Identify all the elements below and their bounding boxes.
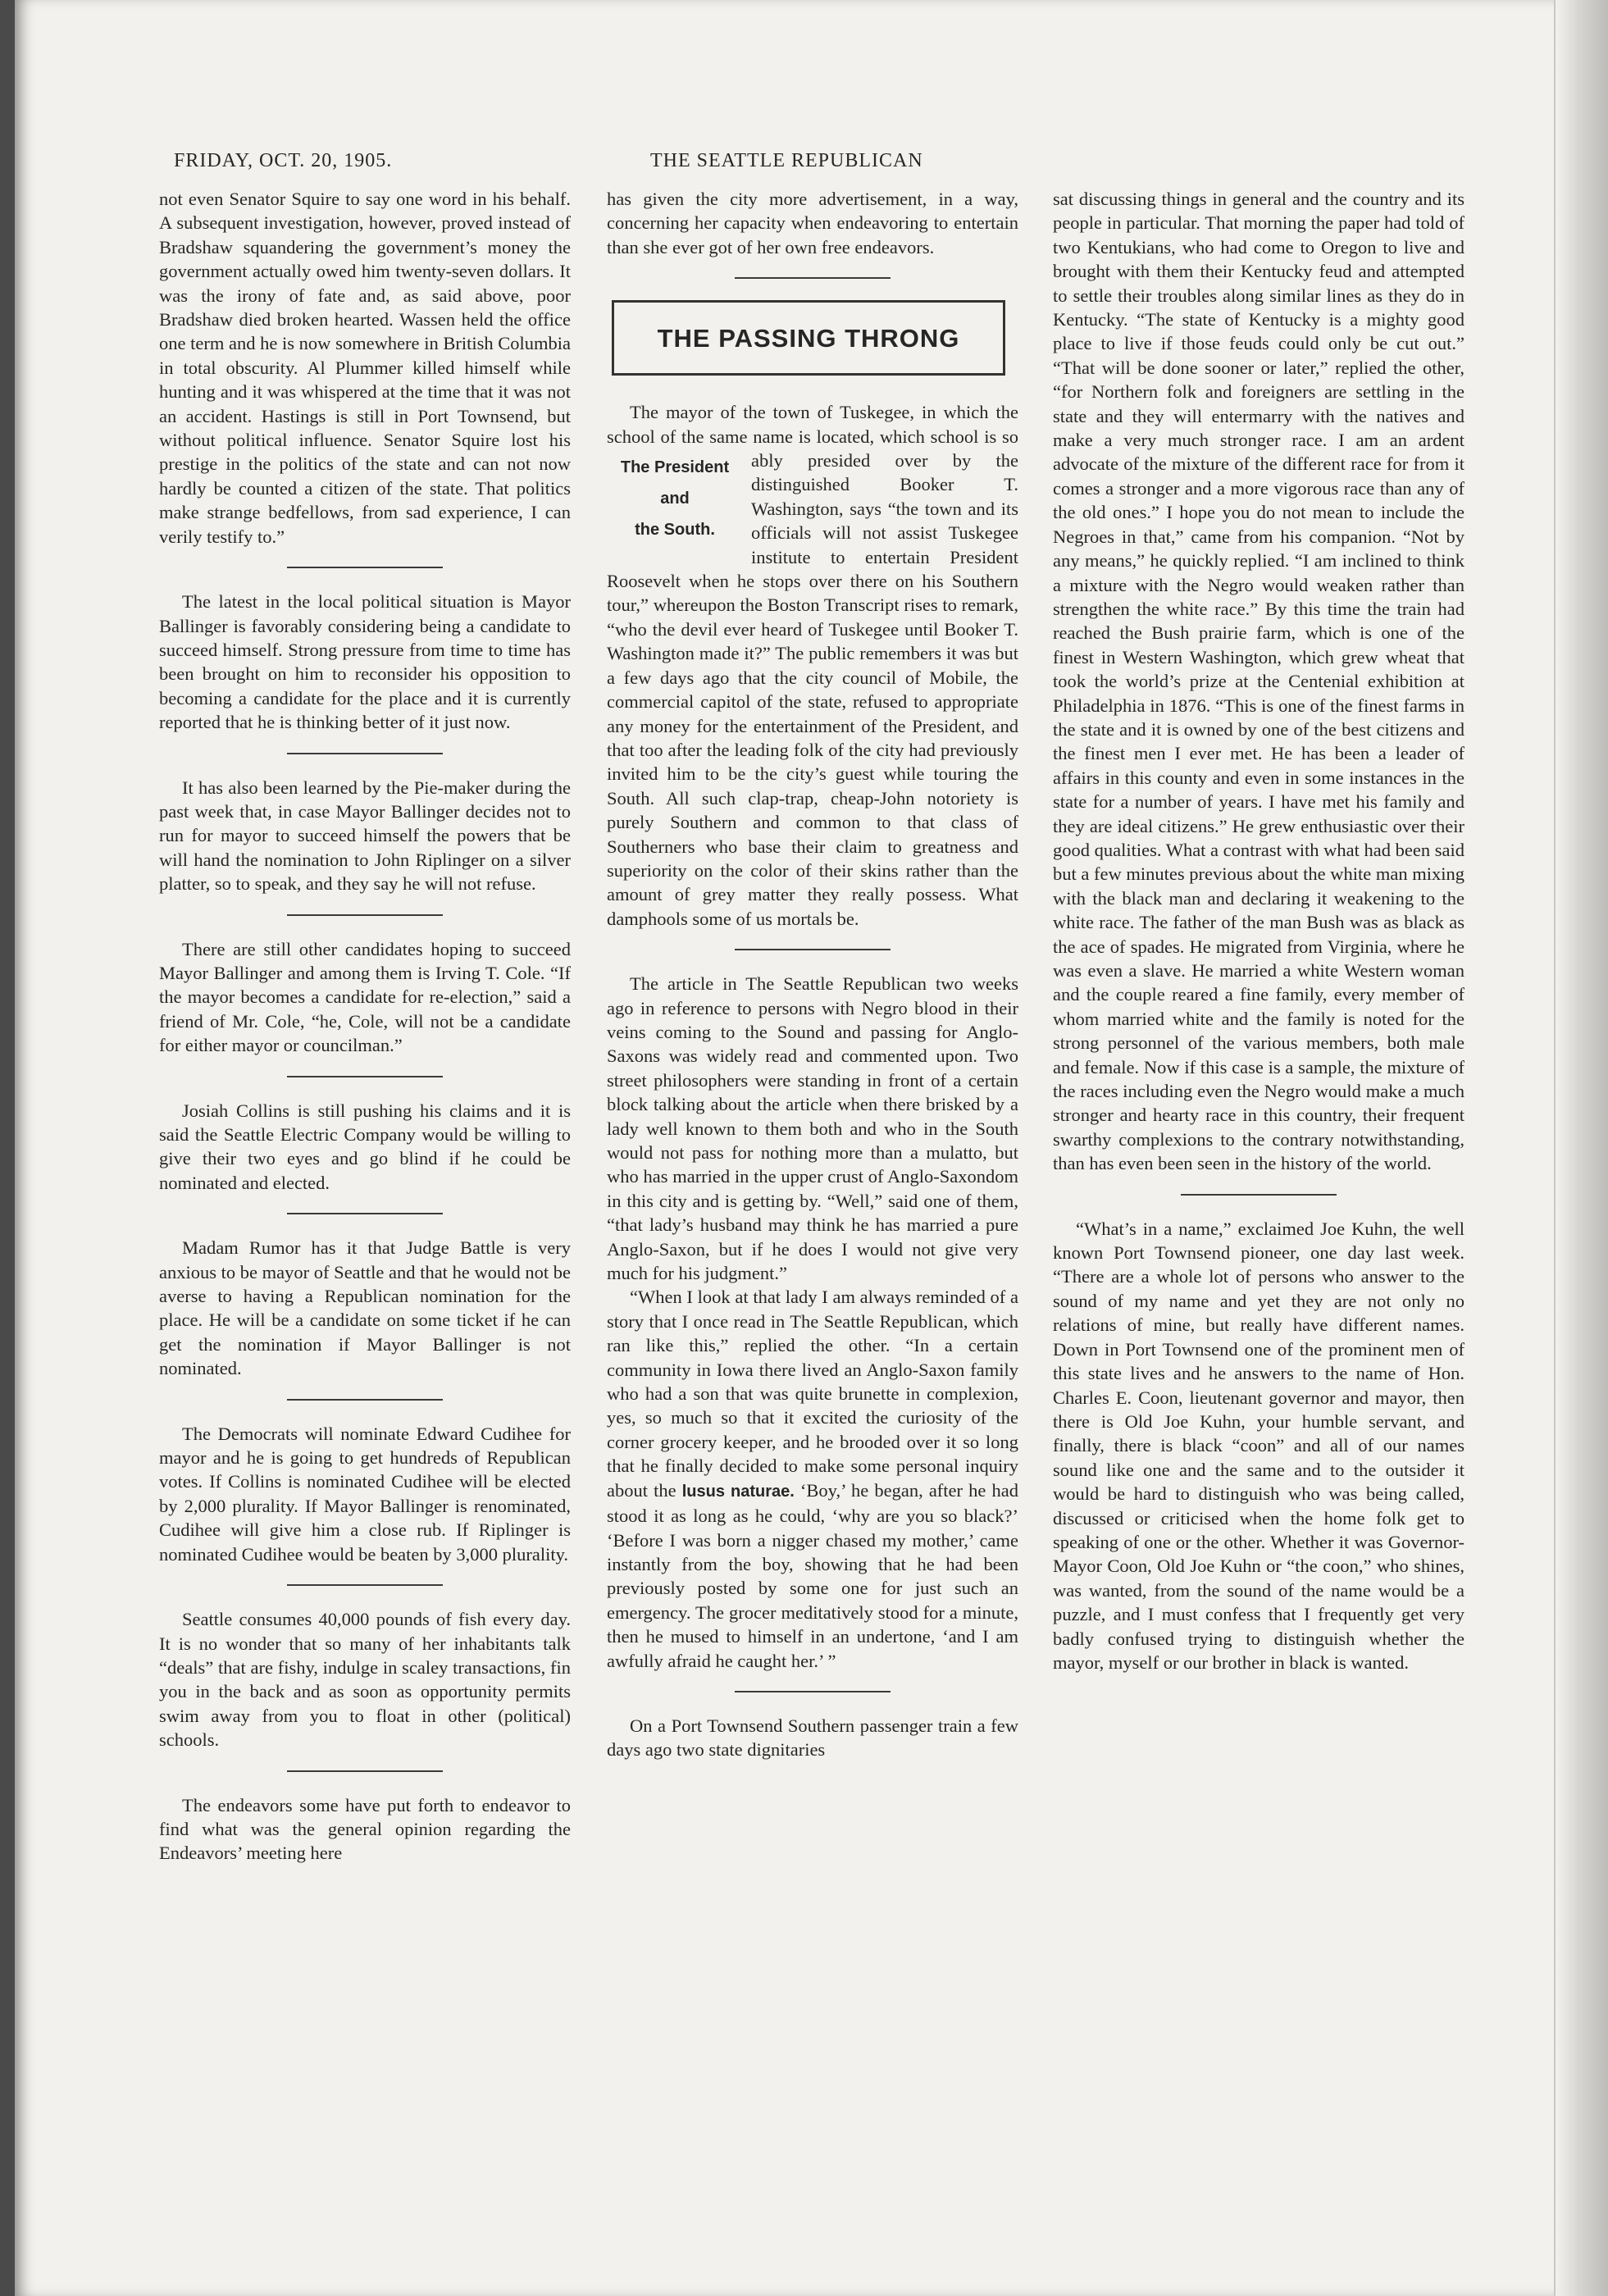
divider-rule xyxy=(287,567,443,568)
latin-phrase: lusus naturae. xyxy=(681,1482,795,1501)
issue-date: FRIDAY, OCT. 20, 1905. xyxy=(174,150,393,171)
article-paragraph: It has also been learned by the Pie-maker during the past week that, in case Mayor Ballinger decides not to run for mayor to succeed himself the powers that be will hand the nomination to John Riplinger on a silver platter, so to speak, and they say he will not refuse. xyxy=(159,777,571,895)
divider-rule xyxy=(735,1691,891,1692)
article-paragraph: The endeavors some have put forth to endeavor to find what was the general opinion regarding the Endeavors’ meeting here xyxy=(159,1794,571,1864)
page-edge xyxy=(1554,0,1608,2296)
side-heading xyxy=(607,452,743,545)
article-paragraph: The article in The Seattle Republican two weeks ago in reference to persons with Negro blood in their veins coming to the Sound and passing for Anglo-Saxons was widely read and commented upon. Two street philosophers were standing in front of a certain block talking about the article when there brisked by a lady well known to them both and who in the South would not pass for nothing more than a mulatto, but who has married in the upper crust of Anglo-Saxondom in this city and is getting by. “Well,” said one of them, “that lady’s husband may think he has married a pure Anglo-Saxon, but if he does I would not give very much for his judgment.” xyxy=(607,973,1018,1284)
article-paragraph: has given the city more advertisement, in a way, concerning her capacity when endeavoring to entertain than she ever got of her own free endeavors. xyxy=(607,189,1018,257)
paragraph-text: “When I look at that lady I am always reminded of a story that I once read in The Seattle Republican, which ran like this,” replied the other. “In a certain community in Iowa there lived an Anglo-Saxon family who had a son that was quite brunette in complexion, yes, so much so that it excited the curiosity of the corner grocery keeper, and he brooded over it so long that he finally decided to make some personal inquiry about the xyxy=(607,1287,1018,1501)
divider-rule xyxy=(1181,1194,1337,1196)
column-right xyxy=(1053,187,1465,1674)
divider-rule xyxy=(287,753,443,754)
article-paragraph: Josiah Collins is still pushing his claims and it is said the Seattle Electric Company would be willing to give their two eyes and go blind if he could be nominated and elected. xyxy=(159,1100,571,1193)
article-paragraph: “What’s in a name,” exclaimed Joe Kuhn, the well known Port Townsend pioneer, one day last week. “There are a whole lot of persons who answer to the sound of my name and yet they are not only no relations of mine, but really have different names. Down in Port Townsend one of the prominent men of this state lives and he answers to the name of Hon. Charles E. Coon, lieutenant governor and mayor, then there is Old Joe Kuhn, your humble servant, and finally, there is black “coon” and all of our names sound like one and the same and to the outsider it would be hard to distinguish who was being called, discussed or criticised when the home folk get to speaking of one or the other. Whether it was Governor-Mayor Coon, Old Joe Kuhn or “the coon,” who shines, was wanted, from the sound of the name would be a puzzle, and I must confess that I frequently get very badly confused trying to distinguish whether the mayor, myself or our brother in black is wanted. xyxy=(1053,1218,1465,1673)
section-banner xyxy=(612,300,1005,376)
article-paragraph: On a Port Townsend Southern passenger train a few days ago two state dignitaries xyxy=(607,1715,1018,1761)
column-middle xyxy=(607,187,1018,1762)
column-left xyxy=(159,187,571,1866)
divider-rule xyxy=(287,1213,443,1214)
side-heading-line: and xyxy=(660,490,690,508)
divider-rule xyxy=(287,1770,443,1772)
divider-rule xyxy=(735,277,891,279)
section-title: THE PASSING THRONG xyxy=(657,323,960,353)
article-paragraph xyxy=(607,400,1018,931)
divider-rule xyxy=(735,949,891,950)
divider-rule xyxy=(287,1076,443,1077)
side-heading-line: The President xyxy=(620,458,730,477)
article-paragraph: not even Senator Squire to say one word in his behalf. A subsequent investigation, however, proved instead of Bradshaw squandering the government’s money the government actually owed him twenty-seven dollars. It was the irony of fate and, as said above, poor Bradshaw died broken hearted. Wassen held the office one term and he is now somewhere in British Columbia in total obscurity. Al Plummer killed himself while hunting and it was whispered at the time that it was not an accident. Hastings is still in Port Townsend, but without political influence. Senator Squire lost his prestige in the politics of the state and can not now hardly be counted a citizen of the state. That politics make strange bedfellows, from sad experience, I can verily testify to.” xyxy=(159,189,571,547)
newspaper-title: THE SEATTLE REPUBLICAN xyxy=(650,150,923,171)
paragraph-body: by the distinguished Booker T. Washington, says “the town and its officials will not assist Tuskegee institute to entertain President Roosevelt when he stops over there on his Southern tour,” whereupon the Boston Transcript rises to remark, “who the devil ever heard of Tuskegee until Booker T. Washington made it?” The public remembers it was but a few days ago that the city council of Mobile, the commercial capitol of the state, refused to appropriate any money for the entertainment of the President, and that too after the leading folk of the city had previously invited him to be the city’s guest while touring the South. All such clap-trap, cheap-John notoriety is purely Southern and common to that class of Southerners who base their claim to greatness and superiority on the color of their skins rather than the amount of grey matter they really possess. What damphools some of us mortals be. xyxy=(607,450,1018,929)
paragraph-lead: The mayor of the town of Tuskegee, in which the school of the same name is located, which school is so ably presided over xyxy=(607,402,1018,472)
article-paragraph: The Democrats will nominate Edward Cudihee for mayor and he is going to get hundreds of Republican votes. If Collins is nominated Cudihee will be elected by 2,000 plurality. If Mayor Ballinger is renominated, Cudihee will give him a close rub. If Riplinger is nominated Cudihee would be beaten by 3,000 plurality. xyxy=(159,1423,571,1565)
paragraph-text: ‘Boy,’ he began, after he had stood it as long as he could, ‘why are you so black?’ ‘Before I was born a nigger chased my mother,’ came instantly from the boy, showing that he had been previously posted by some one for just such an emergency. The grocer meditatively stood for a minute, then he mused to himself in an undertone, ‘and I am awfully afraid he caught her.’ ” xyxy=(607,1479,1018,1671)
article-paragraph xyxy=(607,1285,1018,1673)
article-paragraph: The latest in the local political situation is Mayor Ballinger is favorably considering being a candidate to succeed himself. Strong pressure from time to time has been brought on him to reconsider his opposition to becoming a candidate for the place and it is currently reported that he is thinking better of it just now. xyxy=(159,591,571,733)
article-paragraph: There are still other candidates hoping to succeed Mayor Ballinger and among them is Irving T. Cole. “If the mayor becomes a candidate for re-election,” said a friend of Mr. Cole, “he, Cole, will not be a candidate for either mayor or councilman.” xyxy=(159,938,571,1056)
divider-rule xyxy=(287,1584,443,1586)
side-heading-line: the South. xyxy=(635,521,715,540)
newspaper-page xyxy=(15,0,1608,2296)
article-paragraph: Madam Rumor has it that Judge Battle is very anxious to be mayor of Seattle and that he would not be averse to having a Republican nomination for the place. He will be a candidate on some ticket if he can get the nomination if Mayor Ballinger is not nominated. xyxy=(159,1237,571,1379)
divider-rule xyxy=(287,1399,443,1401)
divider-rule xyxy=(287,914,443,916)
article-paragraph: Seattle consumes 40,000 pounds of fish every day. It is no wonder that so many of her inhabitants talk “deals” that are fishy, indulge in scaley transactions, fin you in the back and as soon as opportunity permits swim away from you to float in other (political) schools. xyxy=(159,1609,571,1751)
article-paragraph: sat discussing things in general and the country and its people in particular. That morning the paper had told of two Kentukians, who had come to Oregon to live and brought with them their Kentucky feud and attempted to settle their troubles along similar lines as they do in Kentucky. “The state of Kentucky is a mighty good place to live if those feuds could only be cut out.” “That will be done sooner or later,” replied the other, “for Northern folk and foreigners are settling in the state and they will entermarry with the natives and make a very much stronger race. I am an ardent advocate of the mixture of the different race for from it comes a stronger and a more vigorous race than any of the old ones.” I hope you do not mean to include the Negroes in that,” came from his companion. “Not by any means,” he quickly replied. “I am inclined to think a mixture with the Negro would weaken rather than strengthen the white race.” By this time the train had reached the Bush prairie farm, which is one of the finest in Western Washington, which grew wheat that took the world’s prize at the Centenial exhibition at Philadelphia in 1876. “This is one of the finest farms in the state and it is owned by one of the best citizens and the finest men I ever met. He has been a leader of affairs in this county and even in some instances in the state for a number of years. I have met his family and they are ideal citizens.” He grew enthusiastic over their good qualities. What a contrast with what had been said but a few minutes previous about the white man mixing with the black man and declaring it weakening to the white race. The father of the man Bush was as black as the ace of spades. He migrated from Virginia, where he was even a slave. He married a white Western woman and the couple reared a fine family, every member of whom married white and the family is noted for the strong personnel of the various members, both male and female. Now if this case is a sample, the mixture of the races including even the Negro would make a much stronger and hearty race in this country, their frequent swarthy complexions to the contrary notwithstanding, than has even been seen in the history of the world. xyxy=(1053,189,1465,1174)
